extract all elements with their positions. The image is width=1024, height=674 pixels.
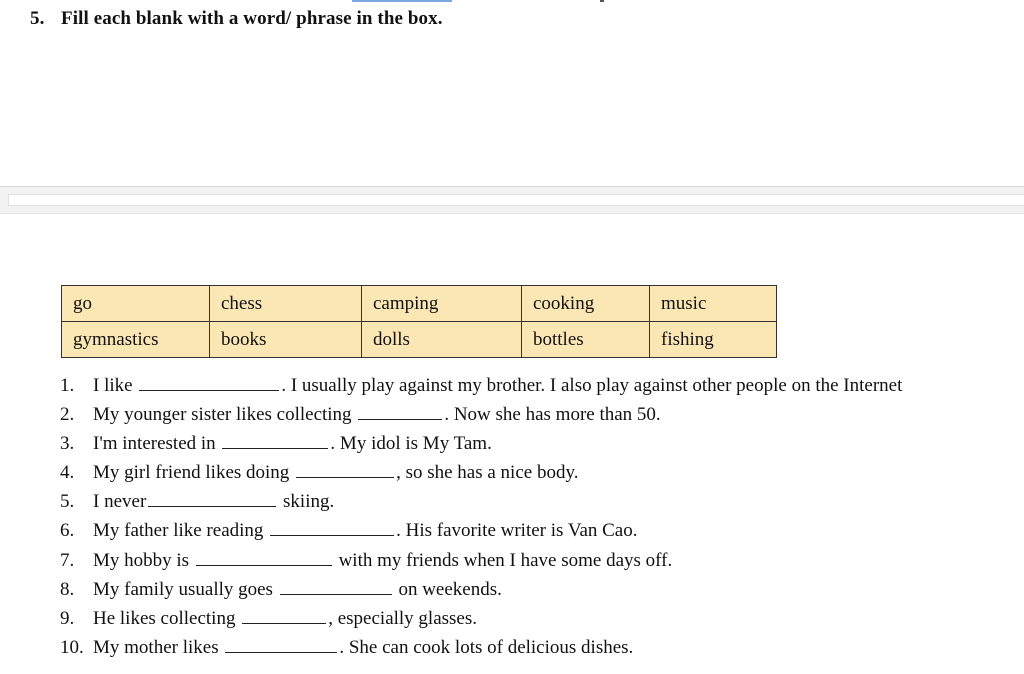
question-number: 2.	[60, 404, 75, 426]
word-box-row	[62, 322, 777, 358]
question-item	[60, 604, 902, 633]
word-cell: bottles	[522, 322, 650, 358]
question-number: 1.	[60, 375, 75, 396]
page-divider-inner	[8, 194, 1024, 206]
question-text-after: . She can cook lots of delicious dishes.	[339, 636, 634, 658]
top-border-mark	[600, 0, 604, 2]
question-number: 10.	[60, 636, 84, 658]
question-item	[60, 487, 902, 516]
question-number: 3.	[60, 433, 75, 455]
question-text-before: My family usually goes	[93, 578, 273, 600]
answer-blank[interactable]	[225, 638, 337, 653]
question-list	[60, 371, 902, 662]
question-text-after: skiing.	[283, 491, 335, 513]
question-text-after: on weekends.	[398, 578, 502, 600]
word-box	[61, 285, 777, 358]
page-divider	[0, 186, 1024, 214]
top-border-accent	[352, 0, 452, 2]
question-number: 8.	[60, 578, 75, 600]
question-text-after: . I usually play against my brother. I also play against other people on the Internet	[281, 375, 903, 396]
answer-blank[interactable]	[358, 405, 442, 420]
question-item	[60, 546, 902, 575]
answer-blank[interactable]	[270, 521, 394, 536]
exercise-number: 5.	[30, 8, 45, 29]
question-item	[60, 458, 902, 487]
question-number: 9.	[60, 607, 75, 629]
question-number: 7.	[60, 549, 75, 571]
question-item	[60, 633, 902, 662]
answer-blank[interactable]	[148, 492, 276, 507]
question-text-before: I like	[93, 375, 133, 396]
answer-blank[interactable]	[222, 434, 328, 449]
word-cell: books	[210, 322, 362, 358]
question-number: 5.	[60, 491, 75, 513]
question-number: 6.	[60, 520, 75, 542]
question-text-after: with my friends when I have some days off.	[338, 549, 673, 571]
question-item	[60, 429, 902, 458]
question-text-before: My younger sister likes collecting	[93, 404, 352, 426]
question-text-before: My girl friend likes doing	[93, 462, 290, 484]
question-text-before: My father like reading	[93, 520, 264, 542]
question-text-after: . My idol is My Tam.	[330, 433, 492, 455]
word-box-row	[62, 286, 777, 322]
word-cell: camping	[362, 286, 522, 322]
word-cell: fishing	[650, 322, 777, 358]
word-cell: gymnastics	[62, 322, 210, 358]
question-item	[60, 575, 902, 604]
question-item	[60, 371, 902, 400]
question-text-before: He likes collecting	[93, 607, 236, 629]
answer-blank[interactable]	[296, 463, 394, 478]
top-border	[0, 0, 1024, 2]
exercise-heading	[30, 8, 443, 30]
answer-blank[interactable]	[139, 376, 279, 391]
question-text-after: . Now she has more than 50.	[444, 404, 661, 426]
answer-blank[interactable]	[280, 580, 392, 595]
word-cell: cooking	[522, 286, 650, 322]
question-item	[60, 516, 902, 545]
word-cell: go	[62, 286, 210, 322]
answer-blank[interactable]	[196, 551, 332, 566]
question-text-before: My hobby is	[93, 549, 190, 571]
question-text-before: My mother likes	[93, 636, 219, 658]
word-cell: music	[650, 286, 777, 322]
question-text-after: . His favorite writer is Van Cao.	[396, 520, 638, 542]
question-number: 4.	[60, 462, 75, 484]
question-text-after: , especially glasses.	[328, 607, 478, 629]
answer-blank[interactable]	[242, 609, 326, 624]
question-text-after: , so she has a nice body.	[396, 462, 579, 484]
question-text-before: I'm interested in	[93, 433, 216, 455]
word-cell: dolls	[362, 322, 522, 358]
exercise-instruction: Fill each blank with a word/ phrase in the box.	[61, 8, 443, 29]
question-text-before: I never	[93, 491, 147, 513]
word-cell: chess	[210, 286, 362, 322]
question-item	[60, 400, 902, 429]
